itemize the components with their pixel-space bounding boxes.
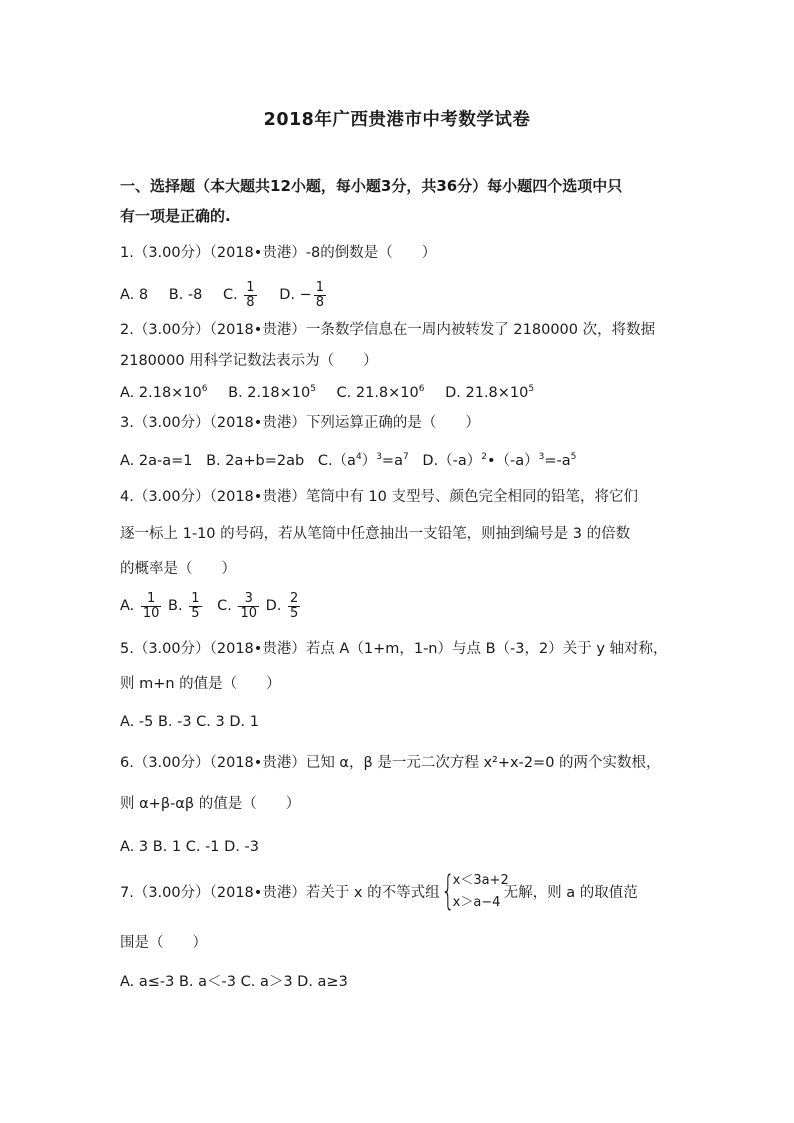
q7-stem-text-end: 无解，则 a 的取值范 — [503, 885, 638, 901]
q1-option-a: A. 8 — [120, 287, 149, 303]
question-7-options: A. a≤-3 B. a＜-3 C. a＞3 D. a≥3 — [120, 974, 348, 990]
q4-option-b-label: B. — [168, 598, 183, 614]
question-2-options — [120, 383, 534, 403]
question-6-options: A. 3 B. 1 C. -1 D. -3 — [120, 839, 259, 855]
question-4-options — [120, 589, 302, 623]
question-4-stem: 4.（3.00分）（2018•贵港）笔筒中有 10 支型号、颜色完全相同的铅笔，将它们 — [120, 489, 638, 505]
q4-option-d-fraction: $\frac{2}{5}$ — [290, 590, 299, 621]
q4-option-a-label: A. — [120, 598, 135, 614]
q3-option-a: A. 2a-a=1 — [120, 453, 193, 469]
inequality-1: x＜3a+2 — [452, 873, 509, 888]
q3-option-d: $D.(-a)^2•(-a)^3=-a^5$ — [422, 452, 577, 469]
q4-option-b-fraction: $\frac{1}{5}$ — [191, 590, 200, 621]
q1-option-d-fraction: $\frac{1}{8}$ — [315, 279, 325, 310]
question-1-stem: 1.（3.00分）（2018•贵港）-8的倒数是（ ） — [120, 245, 437, 261]
inequality-2: x＞a−4 — [452, 895, 501, 910]
question-7-stem — [120, 868, 638, 915]
section-heading: 一、选择题（本大题共12小题，每小题3分，共36分）每小题四个选项中只 — [120, 177, 623, 195]
question-2-stem: 2.（3.00分）（2018•贵港）一条数学信息在一周内被转发了 2180000 次，将数据 — [120, 322, 656, 338]
q1-option-d-sign: − — [299, 287, 312, 303]
q1-option-c-fraction: $\frac{1}{8}$ — [246, 279, 255, 310]
q3-option-b: B. 2a+b=2ab — [206, 453, 305, 469]
q2-option-b: B. $2.18\times 10^5$ — [228, 384, 316, 401]
q7-stem-text: 7.（3.00分）（2018•贵港）若关于 x 的不等式组 — [120, 885, 440, 901]
section-heading-cont: 有一项是正确的. — [120, 207, 231, 225]
q3-option-c: $C.(a^4)^3=a^7$ — [317, 452, 409, 469]
q4-option-d-label: D. — [265, 598, 282, 614]
question-2-stem-cont: 2180000 用科学记数法表示为（ ） — [120, 353, 378, 369]
q4-option-a-fraction: $\frac{1}{10}$ — [142, 590, 160, 621]
question-7-stem-cont: 围是（ ） — [120, 935, 207, 951]
question-4-stem-cont: 逐一标上 1-10 的号码，若从笔筒中任意抽出一支铅笔，则抽到编号是 3 的倍数 — [120, 526, 631, 542]
q1-option-d-label: D. — [279, 287, 295, 303]
question-5-stem-cont: 则 m+n 的值是（ ） — [120, 676, 281, 692]
q2-option-c: C. $21.8\times 10^6$ — [336, 384, 425, 401]
question-5-stem: 5.（3.00分）（2018•贵港）若点 A（1+m，1-n）与点 B（-3，2）关于 y 轴对称， — [120, 641, 668, 657]
q4-option-c-label: C. — [217, 598, 232, 614]
question-6-stem-cont: 则 α+β-αβ 的值是（ ） — [120, 796, 301, 812]
question-5-options: A. -5 B. -3 C. 3 D. 1 — [120, 714, 259, 730]
question-3-stem: 3.（3.00分）（2018•贵港）下列运算正确的是（ ） — [120, 415, 480, 431]
q1-option-b: B. -8 — [168, 287, 203, 303]
inequality-system: { x＜3a+2 x＞a−4 — [440, 868, 509, 914]
q1-option-c-label: C. — [222, 287, 238, 303]
question-4-stem-end: 的概率是（ ） — [120, 561, 236, 577]
q2-option-d: D. $21.8\times 10^5$ — [445, 384, 535, 401]
question-6-stem: 6.（3.00分）（2018•贵港）已知 α，β 是一元二次方程 x²+x-2=0 的两个实数根， — [120, 755, 661, 771]
q2-option-a: A. $2.18\times 10^6$ — [120, 384, 208, 401]
page-title: 2018年广西贵港市中考数学试卷 — [263, 110, 531, 130]
question-1-options — [120, 278, 328, 312]
question-3-options — [120, 451, 576, 471]
q4-option-c-fraction: $\frac{3}{10}$ — [240, 590, 257, 621]
